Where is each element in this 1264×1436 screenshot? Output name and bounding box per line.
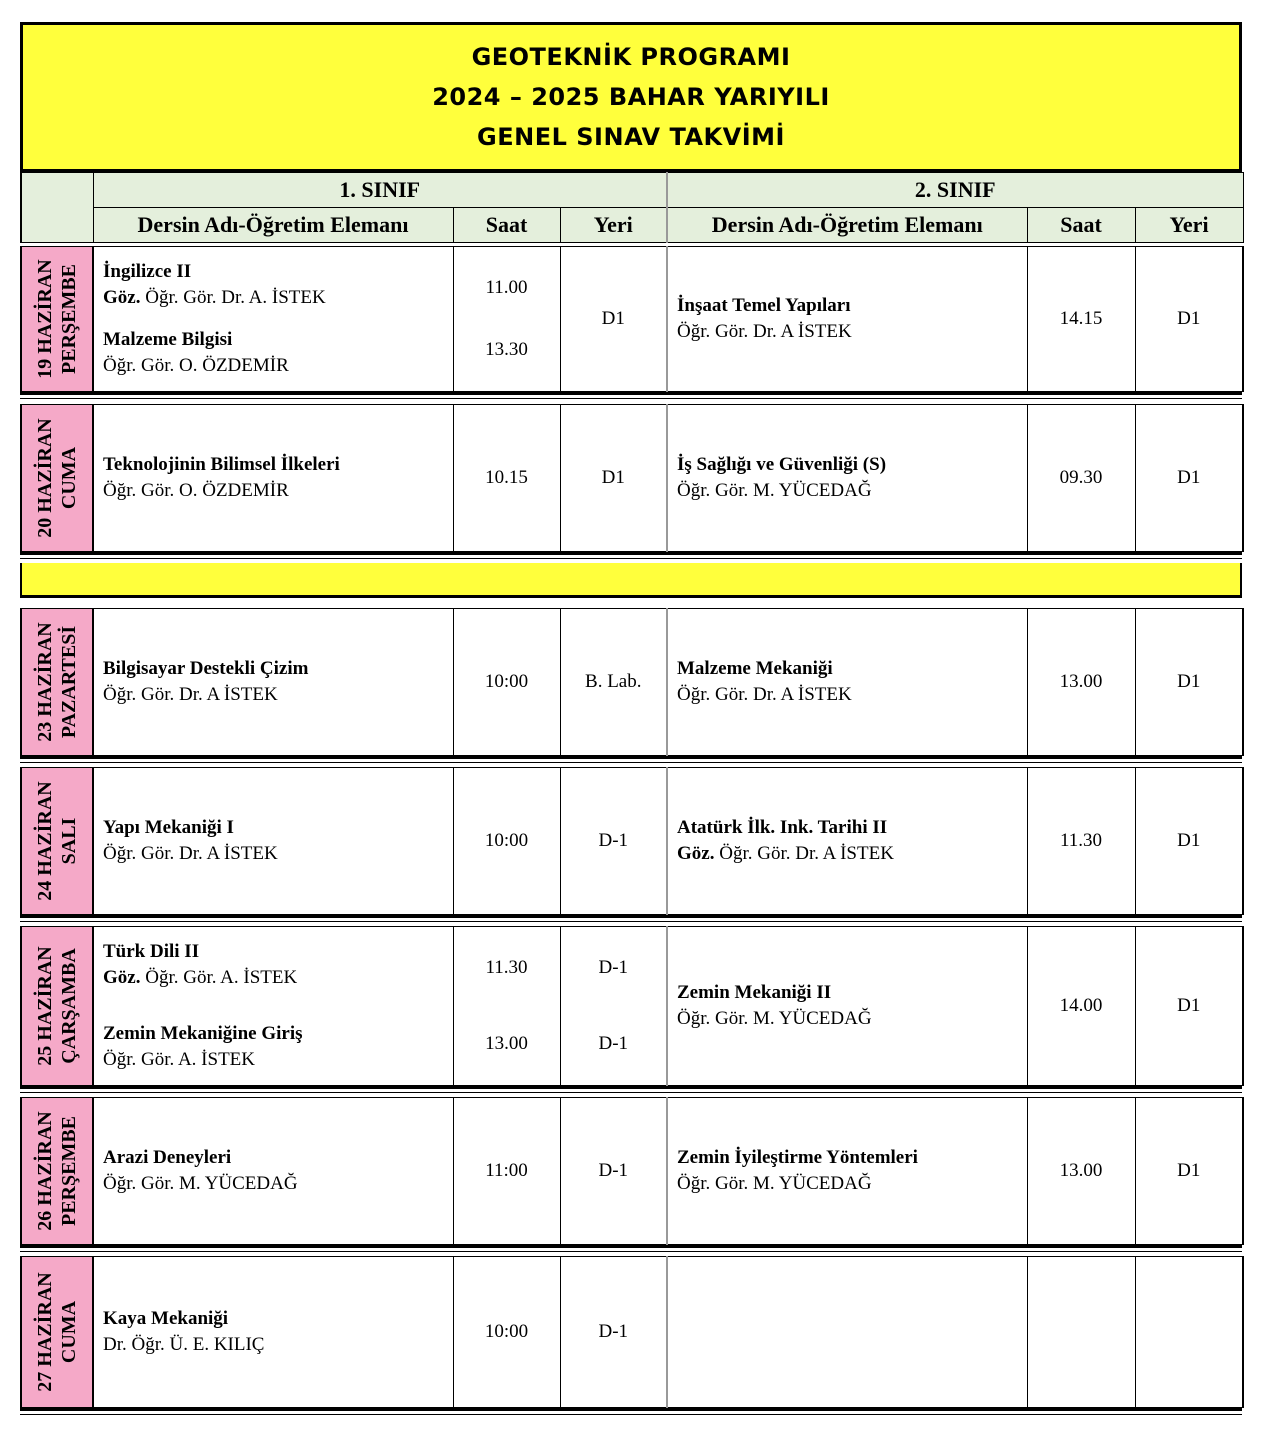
date-weekday: CUMA bbox=[58, 1300, 80, 1364]
course-entry-1 bbox=[103, 656, 453, 708]
exam-time: 11:00 bbox=[485, 1160, 528, 1181]
course-entry-1 bbox=[103, 1306, 453, 1358]
row-divider bbox=[20, 595, 1242, 598]
course-entry-2 bbox=[103, 1021, 453, 1073]
class1-course-cell bbox=[93, 1257, 453, 1408]
class1-course-cell bbox=[93, 247, 453, 392]
day-row bbox=[20, 1097, 1244, 1245]
course-name: İnşaat Temel Yapıları bbox=[677, 295, 851, 316]
course-entry-1 bbox=[677, 293, 1027, 345]
course-entry-1 bbox=[103, 939, 453, 991]
course-name: Atatürk İlk. Ink. Tarihi II bbox=[677, 817, 888, 838]
course-name: Zemin Mekaniğine Giriş bbox=[103, 1023, 303, 1044]
date-cell bbox=[21, 1098, 93, 1245]
class1-course-cell bbox=[93, 405, 453, 552]
instructor bbox=[677, 682, 1027, 708]
exam-time: 13.00 bbox=[1059, 1160, 1103, 1181]
row-divider bbox=[20, 756, 1242, 759]
instructor bbox=[103, 841, 453, 867]
class2-place-cell bbox=[1135, 1257, 1243, 1408]
date-cell bbox=[21, 609, 93, 756]
row-divider bbox=[20, 762, 1242, 763]
instructor-name: Öğr. Gör. Dr. A İSTEK bbox=[103, 684, 278, 705]
course-entry-1 bbox=[103, 452, 453, 504]
class1-course-cell bbox=[93, 1098, 453, 1245]
class1-time-cell bbox=[453, 247, 560, 392]
course-entry-1 bbox=[677, 980, 1027, 1032]
proctor-label: Göz. bbox=[677, 843, 720, 864]
date-label bbox=[33, 1272, 81, 1391]
date-label bbox=[33, 622, 81, 741]
date-cell bbox=[21, 1257, 93, 1408]
course-name: Arazi Deneyleri bbox=[103, 1147, 232, 1168]
row-divider bbox=[20, 1245, 1242, 1248]
exam-place: D-1 bbox=[598, 1033, 629, 1054]
class2-time-cell bbox=[1027, 405, 1135, 552]
course-name: Malzeme Mekaniği bbox=[677, 658, 833, 679]
class2-course-cell bbox=[667, 609, 1027, 756]
instructor bbox=[103, 478, 453, 504]
date-day: 20 HAZİRAN bbox=[34, 418, 56, 538]
col-time-2: Saat bbox=[1027, 208, 1135, 243]
class2-course-cell bbox=[667, 405, 1027, 552]
course-name: Zemin Mekaniği II bbox=[677, 982, 832, 1003]
exam-time: 14.15 bbox=[1059, 308, 1103, 329]
exam-time: 13.00 bbox=[485, 1033, 528, 1054]
exam-place: B. Lab. bbox=[585, 671, 642, 692]
day-row bbox=[20, 404, 1244, 552]
date-label bbox=[33, 259, 81, 378]
instructor-name: Öğr. Gör. O. ÖZDEMİR bbox=[103, 480, 289, 501]
class2-course-cell bbox=[667, 1098, 1027, 1245]
class2-course-cell bbox=[667, 768, 1027, 915]
row-divider bbox=[20, 1086, 1242, 1089]
exam-time: 10.15 bbox=[485, 467, 528, 488]
instructor-name: Öğr. Gör. Dr. A İSTEK bbox=[103, 843, 278, 864]
time-stack bbox=[454, 957, 560, 1055]
class2-course-cell bbox=[667, 927, 1027, 1086]
course-entry-1 bbox=[103, 259, 453, 311]
class2-place-cell bbox=[1135, 405, 1243, 552]
class1-time-cell bbox=[453, 405, 560, 552]
date-weekday: PERŞEMBE bbox=[58, 263, 80, 375]
date-cell bbox=[21, 927, 93, 1086]
course-name: Yapı Mekaniği I bbox=[103, 817, 234, 838]
exam-place: D1 bbox=[601, 467, 625, 488]
instructor bbox=[103, 1332, 453, 1358]
column-header bbox=[20, 172, 1244, 243]
exam-place: D-1 bbox=[598, 1321, 629, 1342]
row-divider bbox=[20, 552, 1242, 555]
exam-time: 10:00 bbox=[484, 830, 529, 851]
course-name: Türk Dili II bbox=[103, 941, 200, 962]
instructor bbox=[677, 1171, 1027, 1197]
instructor-name: Öğr. Gör. A. İSTEK bbox=[103, 1049, 255, 1070]
place-stack bbox=[561, 957, 667, 1055]
exam-place: D-1 bbox=[598, 957, 629, 978]
col-course-2: Dersin Adı-Öğretim Elemanı bbox=[667, 208, 1027, 243]
exam-time: 10:00 bbox=[484, 1321, 529, 1342]
exam-place: D1 bbox=[601, 308, 625, 329]
exam-time: 11.00 bbox=[485, 277, 528, 298]
row-divider bbox=[20, 398, 1242, 399]
instructor-name: Dr. Öğr. Ü. E. KILIÇ bbox=[103, 1334, 265, 1355]
date-label bbox=[33, 418, 81, 537]
row-divider bbox=[20, 915, 1242, 918]
date-day: 25 HAZİRAN bbox=[34, 946, 56, 1066]
exam-place: D-1 bbox=[598, 830, 629, 851]
title-calendar: GENEL SINAV TAKVİMİ bbox=[477, 123, 785, 151]
class1-time-cell bbox=[453, 609, 560, 756]
exam-time: 11.30 bbox=[485, 957, 528, 978]
row-divider bbox=[20, 1408, 1242, 1411]
date-weekday: ÇARŞAMBA bbox=[58, 948, 80, 1064]
date-day: 24 HAZİRAN bbox=[34, 781, 56, 901]
exam-place: D1 bbox=[1177, 308, 1201, 329]
course-entry-1 bbox=[677, 815, 1027, 867]
instructor-name: Öğr. Gör. M. YÜCEDAĞ bbox=[677, 480, 872, 501]
col-time-1: Saat bbox=[453, 208, 560, 243]
exam-time: 11.30 bbox=[1059, 830, 1103, 851]
class1-header: 1. SINIF bbox=[93, 173, 667, 208]
class2-place-cell bbox=[1135, 1098, 1243, 1245]
course-stack bbox=[103, 259, 453, 379]
date-cell bbox=[21, 405, 93, 552]
instructor bbox=[103, 1171, 453, 1197]
exam-time: 13.00 bbox=[1059, 671, 1103, 692]
class2-place-cell bbox=[1135, 927, 1243, 1086]
exam-time: 10:00 bbox=[484, 671, 529, 692]
date-day: 26 HAZİRAN bbox=[34, 1111, 56, 1231]
instructor-name: Öğr. Gör. Dr. A İSTEK bbox=[719, 843, 894, 864]
class2-time-cell bbox=[1027, 927, 1135, 1086]
weekend-band bbox=[20, 563, 1242, 595]
class2-time-cell bbox=[1027, 247, 1135, 392]
row-divider bbox=[20, 392, 1242, 395]
instructor-name: Öğr. Gör. M. YÜCEDAĞ bbox=[103, 1173, 298, 1194]
date-day: 23 HAZİRAN bbox=[34, 622, 56, 742]
date-label bbox=[33, 1111, 81, 1230]
day-row bbox=[20, 246, 1244, 392]
course-name: Zemin İyileştirme Yöntemleri bbox=[677, 1147, 918, 1168]
class1-course-cell bbox=[93, 609, 453, 756]
exam-place: D1 bbox=[1177, 830, 1201, 851]
instructor bbox=[103, 353, 453, 379]
class1-place-cell bbox=[560, 927, 667, 1086]
instructor-name: Öğr. Gör. O. ÖZDEMİR bbox=[103, 355, 289, 376]
course-entry-1 bbox=[677, 656, 1027, 708]
class1-place-cell bbox=[560, 1098, 667, 1245]
class2-place-cell bbox=[1135, 768, 1243, 915]
title-banner bbox=[20, 22, 1242, 172]
instructor bbox=[677, 478, 1027, 504]
date-day: 27 HAZİRAN bbox=[34, 1272, 56, 1392]
class2-time-cell bbox=[1027, 1257, 1135, 1408]
course-entry-1 bbox=[103, 1145, 453, 1197]
class1-time-cell bbox=[453, 768, 560, 915]
instructor-name: Öğr. Gör. M. YÜCEDAĞ bbox=[677, 1173, 872, 1194]
time-stack bbox=[454, 277, 560, 361]
row-divider bbox=[20, 921, 1242, 922]
instructor-name: Öğr. Gör. Dr. A İSTEK bbox=[677, 684, 852, 705]
course-name: İngilizce II bbox=[103, 261, 192, 282]
class1-time-cell bbox=[453, 927, 560, 1086]
day-row bbox=[20, 926, 1244, 1086]
course-name: İş Sağlığı ve Güvenliği (S) bbox=[677, 454, 887, 475]
date-weekday: CUMA bbox=[58, 446, 80, 510]
course-name: Malzeme Bilgisi bbox=[103, 329, 233, 350]
class2-course-cell bbox=[667, 247, 1027, 392]
course-entry-1 bbox=[677, 452, 1027, 504]
class1-course-cell bbox=[93, 927, 453, 1086]
class1-place-cell bbox=[560, 247, 667, 392]
date-weekday: SALI bbox=[58, 817, 80, 865]
instructor bbox=[103, 1047, 453, 1073]
class2-time-cell bbox=[1027, 1098, 1135, 1245]
class2-place-cell bbox=[1135, 609, 1243, 756]
exam-place: D1 bbox=[1177, 467, 1201, 488]
course-entry-1 bbox=[677, 1145, 1027, 1197]
instructor-name: Öğr. Gör. Dr. A İSTEK bbox=[677, 321, 852, 342]
date-label bbox=[33, 946, 81, 1065]
class2-time-cell bbox=[1027, 609, 1135, 756]
class1-time-cell bbox=[453, 1098, 560, 1245]
date-cell bbox=[21, 768, 93, 915]
class2-time-cell bbox=[1027, 768, 1135, 915]
exam-time: 09.30 bbox=[1059, 467, 1103, 488]
date-cell bbox=[21, 247, 93, 392]
class1-place-cell bbox=[560, 609, 667, 756]
exam-time: 14.00 bbox=[1059, 995, 1103, 1016]
proctor-label: Göz. bbox=[103, 967, 146, 988]
instructor bbox=[677, 841, 1027, 867]
title-program: GEOTEKNİK PROGRAMI bbox=[471, 43, 791, 71]
date-weekday: PERŞEMBE bbox=[58, 1115, 80, 1227]
exam-time: 13.30 bbox=[485, 339, 528, 360]
date-label bbox=[33, 781, 81, 900]
exam-place: D1 bbox=[1177, 995, 1201, 1016]
class1-place-cell bbox=[560, 405, 667, 552]
day-row bbox=[20, 608, 1244, 756]
class1-place-cell bbox=[560, 768, 667, 915]
row-divider bbox=[20, 1414, 1242, 1415]
course-name: Kaya Mekaniği bbox=[103, 1308, 229, 1329]
exam-place: D1 bbox=[1177, 1160, 1201, 1181]
proctor-label: Göz. bbox=[103, 287, 146, 308]
class2-place-cell bbox=[1135, 247, 1243, 392]
instructor-name: Öğr. Gör. M. YÜCEDAĞ bbox=[677, 1008, 872, 1029]
exam-place: D1 bbox=[1177, 671, 1201, 692]
col-course-1: Dersin Adı-Öğretim Elemanı bbox=[93, 208, 453, 243]
row-divider bbox=[20, 1251, 1242, 1252]
header-corner bbox=[21, 173, 93, 243]
date-weekday: PAZARTESİ bbox=[58, 625, 80, 739]
course-name: Bilgisayar Destekli Çizim bbox=[103, 658, 309, 679]
row-divider bbox=[20, 1092, 1242, 1093]
class2-header: 2. SINIF bbox=[667, 173, 1243, 208]
class2-course-cell bbox=[667, 1257, 1027, 1408]
instructor-name: Öğr. Gör. Dr. A. İSTEK bbox=[145, 287, 326, 308]
course-entry-2 bbox=[103, 327, 453, 379]
instructor bbox=[103, 965, 453, 991]
instructor bbox=[677, 1006, 1027, 1032]
day-row bbox=[20, 767, 1244, 915]
col-place-1: Yeri bbox=[560, 208, 667, 243]
class1-time-cell bbox=[453, 1257, 560, 1408]
exam-place: D-1 bbox=[598, 1160, 629, 1181]
instructor bbox=[103, 285, 453, 311]
row-divider bbox=[20, 558, 1242, 559]
instructor-name: Öğr. Gör. A. İSTEK bbox=[145, 967, 298, 988]
course-name: Teknolojinin Bilimsel İlkeleri bbox=[103, 454, 340, 475]
date-day: 19 HAZİRAN bbox=[34, 259, 56, 379]
course-entry-1 bbox=[103, 815, 453, 867]
instructor bbox=[103, 682, 453, 708]
col-place-2: Yeri bbox=[1135, 208, 1243, 243]
day-row bbox=[20, 1256, 1244, 1408]
course-stack bbox=[103, 939, 453, 1073]
title-term: 2024 – 2025 BAHAR YARIYILI bbox=[432, 83, 830, 111]
class1-place-cell bbox=[560, 1257, 667, 1408]
instructor bbox=[677, 319, 1027, 345]
class1-course-cell bbox=[93, 768, 453, 915]
